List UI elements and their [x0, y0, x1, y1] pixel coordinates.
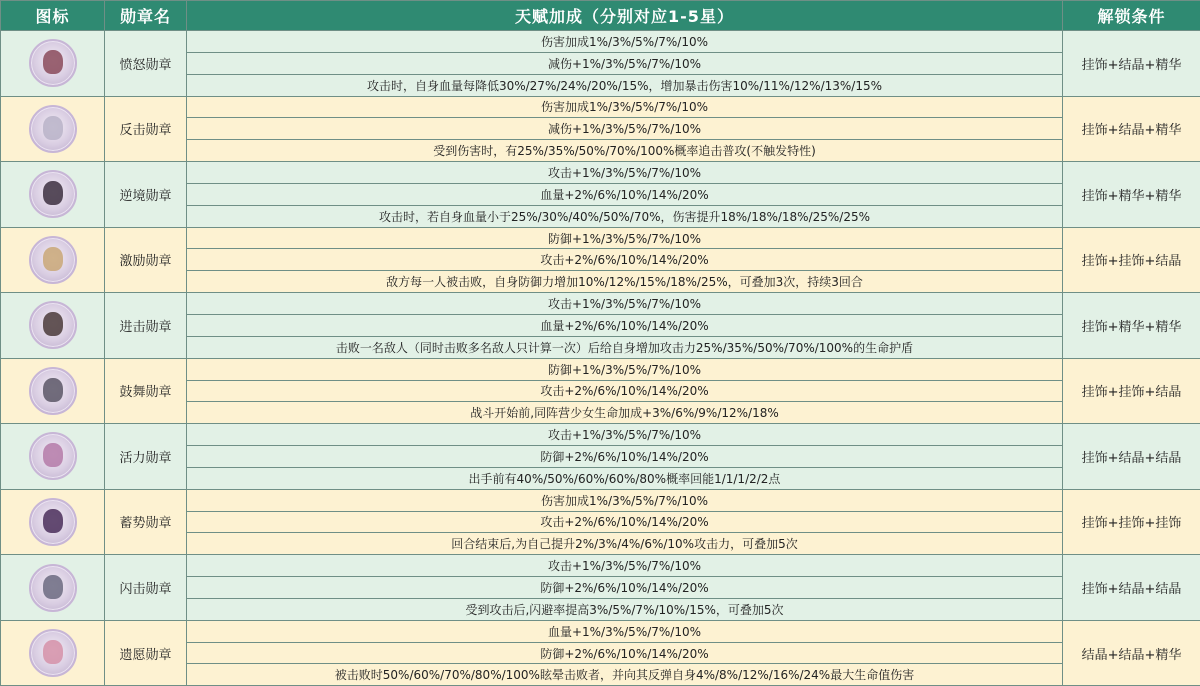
medal-icon-cell: [1, 31, 105, 97]
talent-line: 血量+1%/3%/5%/7%/10%: [187, 620, 1063, 642]
unlock-condition: 挂饰+精华+精华: [1063, 293, 1200, 359]
unlock-condition: 挂饰+精华+精华: [1063, 162, 1200, 228]
talent-line: 攻击+1%/3%/5%/7%/10%: [187, 555, 1063, 577]
table-row: [1, 227, 1200, 249]
talent-line: 伤害加成1%/3%/5%/7%/10%: [187, 96, 1063, 118]
talent-line: 血量+2%/6%/10%/14%/20%: [187, 314, 1063, 336]
medal-icon-cell: [1, 162, 105, 228]
medal-icon-cell: [1, 555, 105, 621]
talent-line: 攻击+2%/6%/10%/14%/20%: [187, 380, 1063, 402]
talent-line: 攻击+1%/3%/5%/7%/10%: [187, 162, 1063, 184]
medal-icon-cell: [1, 96, 105, 162]
adversity-medal-icon: [29, 170, 77, 218]
talent-line: 击败一名敌人（同时击败多名敌人只计算一次）后给自身增加攻击力25%/35%/50%/70%/100%的生命护盾: [187, 336, 1063, 358]
talent-line: 回合结束后,为自己提升2%/3%/4%/6%/10%攻击力，可叠加5次: [187, 533, 1063, 555]
talent-line: 攻击+1%/3%/5%/7%/10%: [187, 293, 1063, 315]
table-row: [1, 162, 1200, 184]
medal-name: 遗愿勋章: [105, 620, 187, 686]
table-row: [1, 358, 1200, 380]
unlock-condition: 结晶+结晶+精华: [1063, 620, 1200, 686]
unlock-condition: 挂饰+结晶+精华: [1063, 31, 1200, 97]
medal-name: 进击勋章: [105, 293, 187, 359]
talent-line: 攻击+2%/6%/10%/14%/20%: [187, 511, 1063, 533]
talent-line: 伤害加成1%/3%/5%/7%/10%: [187, 489, 1063, 511]
table-row: [1, 31, 1200, 53]
talent-line: 攻击+1%/3%/5%/7%/10%: [187, 424, 1063, 446]
header-unlock: 解锁条件: [1063, 1, 1200, 31]
talent-line: 防御+1%/3%/5%/7%/10%: [187, 358, 1063, 380]
talent-line: 防御+2%/6%/10%/14%/20%: [187, 642, 1063, 664]
medal-name: 反击勋章: [105, 96, 187, 162]
header-icon: 图标: [1, 1, 105, 31]
medal-name: 活力勋章: [105, 424, 187, 490]
talent-line: 攻击时，自身血量每降低30%/27%/24%/20%/15%，增加暴击伤害10%/11%/12%/13%/15%: [187, 74, 1063, 96]
talent-line: 受到攻击后,闪避率提高3%/5%/7%/10%/15%，可叠加5次: [187, 598, 1063, 620]
header-name: 勋章名: [105, 1, 187, 31]
talent-line: 敌方每一人被击败，自身防御力增加10%/12%/15%/18%/25%，可叠加3次，持续3回合: [187, 271, 1063, 293]
talent-line: 减伤+1%/3%/5%/7%/10%: [187, 118, 1063, 140]
medal-icon-cell: [1, 293, 105, 359]
talent-line: 减伤+1%/3%/5%/7%/10%: [187, 52, 1063, 74]
table-row: [1, 96, 1200, 118]
medal-icon-cell: [1, 358, 105, 424]
vitality-medal-icon: [29, 432, 77, 480]
counter-medal-icon: [29, 105, 77, 153]
medal-name: 愤怒勋章: [105, 31, 187, 97]
table-row: [1, 555, 1200, 577]
talent-line: 被击败时50%/60%/70%/80%/100%眩晕击败者，并向其反弹自身4%/8%/12%/16%/24%最大生命值伤害: [187, 664, 1063, 686]
talent-line: 攻击时，若自身血量小于25%/30%/40%/50%/70%，伤害提升18%/18%/18%/25%/25%: [187, 205, 1063, 227]
unlock-condition: 挂饰+结晶+结晶: [1063, 424, 1200, 490]
unlock-condition: 挂饰+结晶+结晶: [1063, 555, 1200, 621]
inspire-medal-icon: [29, 236, 77, 284]
blitz-medal-icon: [29, 564, 77, 612]
medal-name: 激励勋章: [105, 227, 187, 293]
medal-icon-cell: [1, 489, 105, 555]
talent-line: 受到伤害时，有25%/35%/50%/70%/100%概率追击普攻(不触发特性): [187, 140, 1063, 162]
table-row: [1, 424, 1200, 446]
medal-name: 蓄势勋章: [105, 489, 187, 555]
advance-medal-icon: [29, 301, 77, 349]
talent-line: 防御+2%/6%/10%/14%/20%: [187, 446, 1063, 468]
table-row: [1, 293, 1200, 315]
talent-line: 血量+2%/6%/10%/14%/20%: [187, 183, 1063, 205]
medal-name: 闪击勋章: [105, 555, 187, 621]
table-row: [1, 489, 1200, 511]
medal-name: 鼓舞勋章: [105, 358, 187, 424]
last-wish-medal-icon: [29, 629, 77, 677]
anger-medal-icon: [29, 39, 77, 87]
header-row: [1, 1, 1200, 31]
encourage-medal-icon: [29, 367, 77, 415]
medal-icon-cell: [1, 227, 105, 293]
unlock-condition: 挂饰+结晶+精华: [1063, 96, 1200, 162]
header-talent: 天赋加成（分别对应1-5星）: [187, 1, 1063, 31]
medal-icon-cell: [1, 424, 105, 490]
unlock-condition: 挂饰+挂饰+结晶: [1063, 227, 1200, 293]
talent-line: 攻击+2%/6%/10%/14%/20%: [187, 249, 1063, 271]
talent-line: 防御+1%/3%/5%/7%/10%: [187, 227, 1063, 249]
momentum-medal-icon: [29, 498, 77, 546]
talent-line: 伤害加成1%/3%/5%/7%/10%: [187, 31, 1063, 53]
medal-icon-cell: [1, 620, 105, 686]
talent-line: 出手前有40%/50%/60%/60%/80%概率回能1/1/1/2/2点: [187, 467, 1063, 489]
unlock-condition: 挂饰+挂饰+挂饰: [1063, 489, 1200, 555]
talent-line: 战斗开始前,同阵营少女生命加成+3%/6%/9%/12%/18%: [187, 402, 1063, 424]
medal-name: 逆境勋章: [105, 162, 187, 228]
unlock-condition: 挂饰+挂饰+结晶: [1063, 358, 1200, 424]
talent-line: 防御+2%/6%/10%/14%/20%: [187, 577, 1063, 599]
table-row: [1, 620, 1200, 642]
